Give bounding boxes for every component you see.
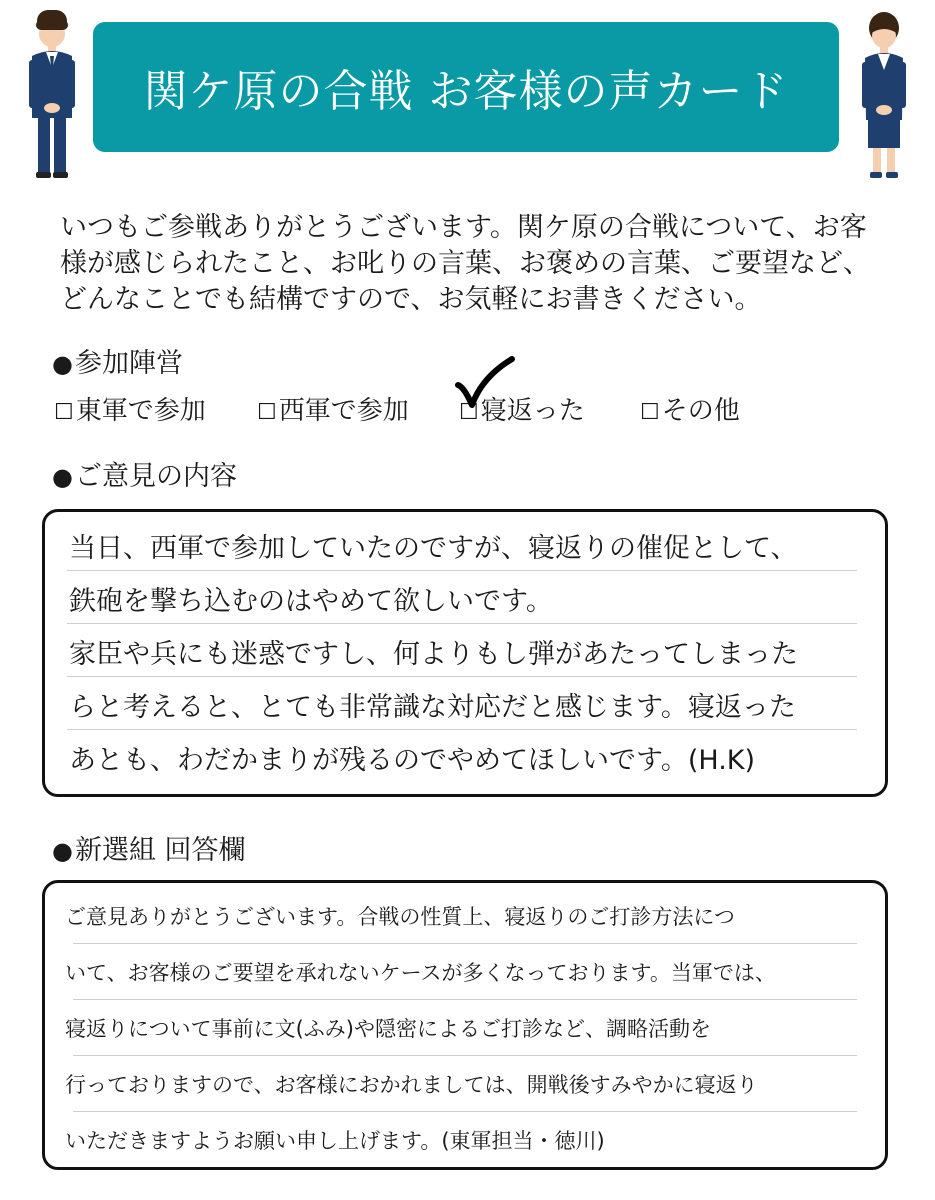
- answer-box: [42, 880, 888, 1170]
- opinion-line: あとも、わだかまりが残るのでやめてほしいです。(H.K): [69, 745, 756, 776]
- opinion-box: [42, 509, 888, 797]
- checkbox-icon[interactable]: ☐: [257, 400, 277, 425]
- rule-line: [73, 1111, 857, 1112]
- opinion-line: 家臣や兵にも迷惑ですし、何よりもし弾があたってしまった: [69, 639, 798, 670]
- answer-line: 行っておりますので、お客様におかれましては、開戦後すみやかに寝返り: [65, 1073, 758, 1097]
- answer-line: いただきますようお願い申し上げます。(東軍担当・徳川): [65, 1129, 605, 1153]
- rule-line: [73, 1055, 857, 1056]
- answer-line: 寝返りについて事前に文(ふみ)や隠密によるご打診など、調略活動を: [65, 1017, 711, 1041]
- camp-option-label: 東軍で参加: [75, 396, 206, 426]
- camp-option-west[interactable]: [257, 393, 409, 431]
- camp-heading-label: 参加陣営: [74, 348, 183, 379]
- bowing-man-icon: [26, 8, 78, 180]
- title-banner: [93, 22, 839, 152]
- rule-line: [67, 729, 857, 730]
- opinion-line: 鉄砲を撃ち込むのはやめて欲しいです。: [69, 586, 553, 617]
- bullet-icon: ●: [52, 463, 73, 491]
- camp-option-other[interactable]: [640, 393, 740, 431]
- camp-heading: [52, 347, 183, 381]
- opinion-heading-label: ご意見の内容: [74, 461, 237, 492]
- rule-line: [67, 623, 857, 624]
- checkbox-icon[interactable]: ☐: [459, 400, 479, 425]
- answer-line: いて、お客様のご要望を承れないケースが多くなっております。当軍では、: [65, 961, 776, 985]
- opinion-line: 当日、西軍で参加していたのですが、寝返りの催促として、: [69, 533, 798, 564]
- page-title: 関ケ原の合戦 お客様の声カード: [143, 66, 789, 117]
- answer-heading: [52, 834, 246, 868]
- camp-option-label: 西軍で参加: [278, 396, 409, 426]
- intro-text: いつもご参戦ありがとうございます。関ケ原の合戦について、お客様が感じられたこと、お叱りの言葉、お褒めの言葉、ご要望など、どんなことでも結構ですので、お気軽にお書きください。: [60, 212, 870, 315]
- bullet-icon: ●: [52, 350, 73, 378]
- answer-line: ご意見ありがとうございます。合戦の性質上、寝返りのご打診方法につ: [65, 905, 735, 929]
- checkbox-icon[interactable]: ☐: [54, 400, 74, 425]
- camp-option-label: その他: [661, 396, 740, 426]
- opinion-heading: [52, 460, 237, 494]
- rule-line: [67, 676, 857, 677]
- bullet-icon: ●: [52, 837, 73, 865]
- bowing-woman-icon: [858, 8, 910, 180]
- checkbox-icon[interactable]: ☐: [640, 400, 660, 425]
- camp-option-east[interactable]: [54, 393, 206, 431]
- rule-line: [73, 999, 857, 1000]
- rule-line: [73, 943, 857, 944]
- rule-line: [67, 570, 857, 571]
- camp-option-label: 寝返った: [480, 396, 585, 426]
- checkmark-icon: [454, 355, 516, 413]
- opinion-line: らと考えると、とても非常識な対応だと感じます。寝返った: [69, 692, 796, 723]
- answer-heading-label: 新選組 回答欄: [74, 835, 246, 866]
